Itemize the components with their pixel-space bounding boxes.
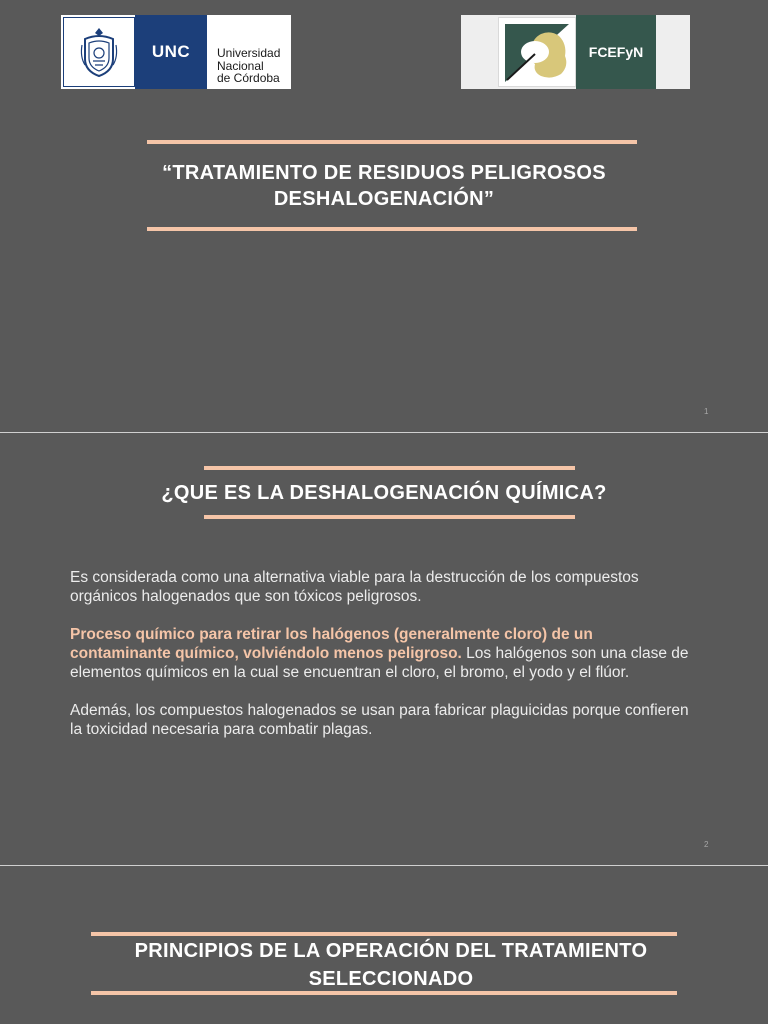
slide-3-title xyxy=(70,937,712,993)
slide-1-title-line: DESHALOGENACIÓN” xyxy=(273,188,495,210)
slide-3-title-line: PRINCIPIOS DE LA OPERACIÓN DEL TRATAMIENTO xyxy=(134,940,648,962)
slide-3-title-line: SELECCIONADO xyxy=(308,968,474,990)
slide-number: 1 xyxy=(704,407,709,416)
unc-shield-icon xyxy=(63,17,135,87)
title-rule-bottom xyxy=(204,515,575,519)
title-rule-bottom xyxy=(147,227,637,231)
highlighted-definition: Proceso químico para retirar los halógenos (generalmente cloro) de un contaminante químico, volviéndolo menos peligroso. xyxy=(70,626,593,662)
slide-1-title-line: “TRATAMIENTO DE RESIDUOS PELIGROSOS xyxy=(162,162,606,184)
unc-name-line: de Córdoba xyxy=(217,71,280,85)
slide-3 xyxy=(0,866,768,1024)
slide-2-title: ¿QUE ES LA DESHALOGENACIÓN QUÍMICA? xyxy=(161,482,607,504)
slide-1-title xyxy=(100,160,668,212)
title-rule-top xyxy=(204,466,575,470)
slide-2 xyxy=(0,433,768,865)
slide-2-body xyxy=(70,568,695,758)
slide-number: 2 xyxy=(704,840,709,849)
unc-name-line: Universidad xyxy=(217,46,281,60)
unc-name-line: Nacional xyxy=(217,58,264,73)
body-paragraph-rest: Los halógenos son una clase de elementos químicos en la cual se encuentran el cloro, el bromo, el yodo y el flúor. xyxy=(70,645,689,681)
title-rule-top xyxy=(147,140,637,144)
slide-1 xyxy=(0,0,768,432)
body-paragraph: Además, los compuestos halogenados se usan para fabricar plaguicidas porque confieren la toxicidad necesaria para combatir plagas. xyxy=(70,702,689,738)
title-rule-bottom xyxy=(91,991,677,995)
fcefyn-logo-mark: FCEFyN xyxy=(576,15,656,89)
body-paragraph xyxy=(70,625,695,682)
unc-logo xyxy=(61,15,291,89)
fcefyn-emblem-icon xyxy=(498,17,576,87)
title-rule-top xyxy=(91,932,677,936)
fcefyn-logo xyxy=(461,15,690,89)
unc-logo-name xyxy=(207,15,280,89)
body-paragraph: Es considerada como una alternativa viable para la destrucción de los compuestos orgánicos halogenados que son tóxicos peligrosos. xyxy=(70,569,639,605)
unc-logo-mark: UNC xyxy=(135,15,207,89)
